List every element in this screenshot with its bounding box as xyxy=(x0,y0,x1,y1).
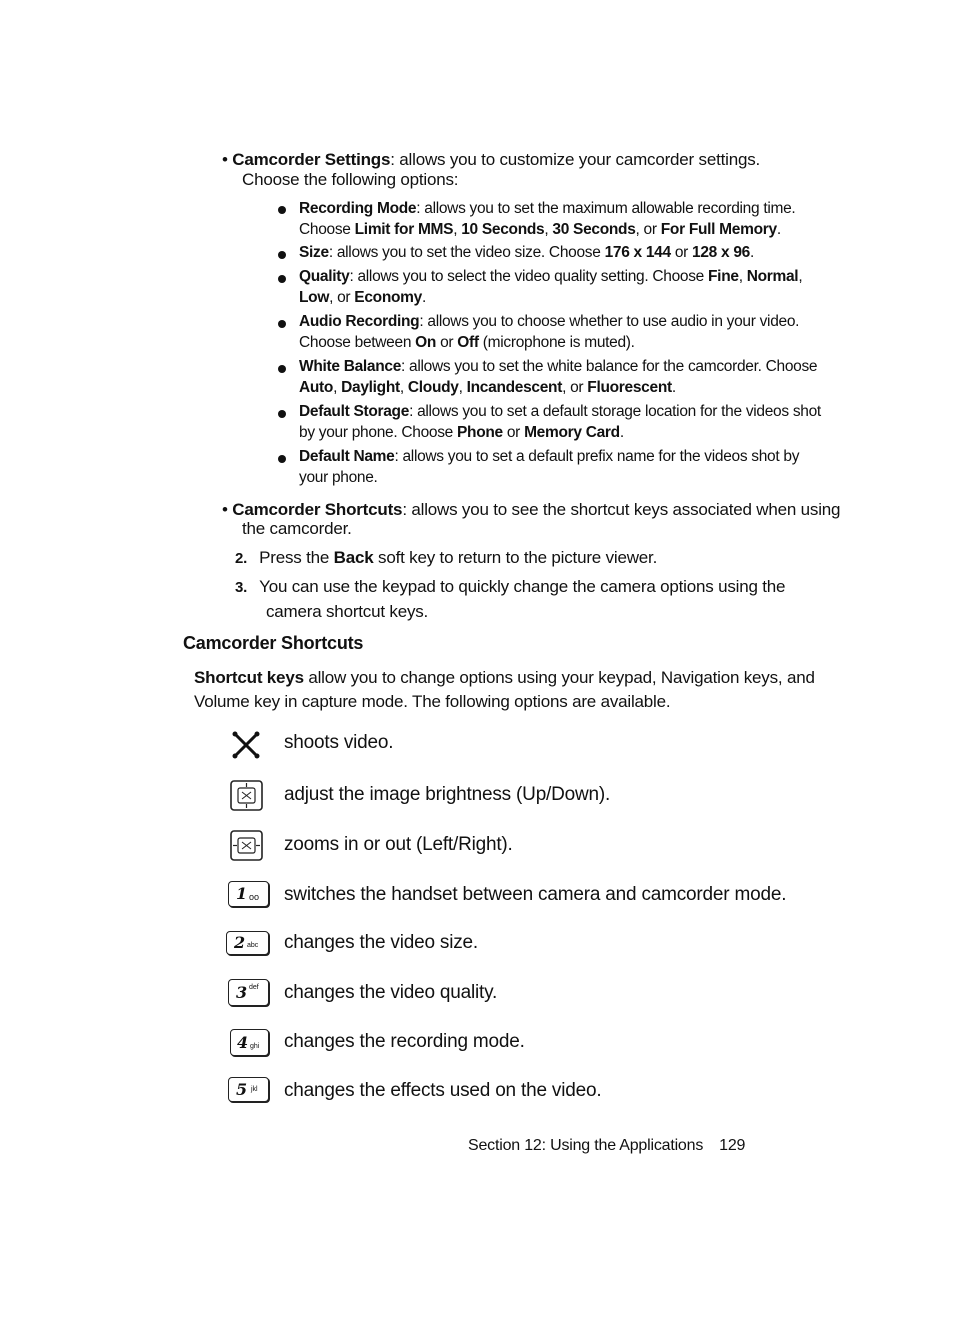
key-1-icon xyxy=(228,881,269,907)
step-2 xyxy=(235,548,657,568)
value: On xyxy=(415,334,437,351)
bullet-desc-cont: the camcorder. xyxy=(242,519,352,538)
sep: , xyxy=(544,221,553,238)
value: Limit for MMS xyxy=(354,221,454,238)
sep: , xyxy=(458,379,467,396)
footer xyxy=(468,1137,745,1155)
key-digit: 5 xyxy=(236,1080,248,1099)
value: 128 x 96 xyxy=(692,244,750,261)
section-heading: Camcorder Shortcuts xyxy=(183,633,364,653)
option-recording-mode xyxy=(299,200,795,218)
key-2-icon xyxy=(226,931,269,955)
key-digit: 2 xyxy=(234,933,246,952)
option-desc: : allows you to choose whether to use audio in your video. xyxy=(419,313,800,330)
option-default-storage xyxy=(299,403,821,421)
option-default-storage-values xyxy=(299,424,624,442)
step-text: Press the xyxy=(259,548,334,567)
sep: . xyxy=(421,289,426,306)
option-default-name xyxy=(299,448,799,466)
bullet-title: Camcorder Settings xyxy=(232,150,391,169)
step-number: 2. xyxy=(235,550,248,567)
text: Choose xyxy=(299,221,355,238)
shortcut-text: changes the video quality. xyxy=(284,982,498,1003)
key-5-icon xyxy=(228,1077,269,1102)
value: Off xyxy=(457,334,479,351)
option-desc: : allows you to select the video quality setting. Choose xyxy=(349,268,709,285)
key-letters: oo xyxy=(249,892,260,902)
bullet-desc: : allows you to see the shortcut keys associated when using xyxy=(402,500,841,519)
page-number: 129 xyxy=(719,1137,746,1154)
value: Phone xyxy=(456,424,503,441)
key-letters: ghi xyxy=(250,1043,260,1050)
value: 30 Seconds xyxy=(552,221,636,238)
shortcut-text: switches the handset between camera and camcorder mode. xyxy=(284,884,787,905)
sep: , xyxy=(399,379,408,396)
value: Low xyxy=(299,289,330,306)
sep: or xyxy=(670,244,693,261)
option-default-name-cont: your phone. xyxy=(299,469,378,486)
value: Memory Card xyxy=(524,424,620,441)
value: Normal xyxy=(746,268,799,285)
option-white-balance-values xyxy=(299,379,676,397)
key-digit: 1 xyxy=(236,884,248,903)
sep: . xyxy=(776,221,781,238)
step-number: 3. xyxy=(235,579,248,596)
option-desc: : allows you to set the maximum allowable recording time. xyxy=(416,200,796,217)
key-3-icon xyxy=(228,979,269,1006)
option-desc: : allows you to set the video size. Choose xyxy=(328,244,605,261)
shortcut-text: changes the recording mode. xyxy=(284,1031,525,1052)
text: Choose between xyxy=(299,334,416,351)
option-bullet-dot xyxy=(278,251,286,259)
sep: (microphone is muted). xyxy=(478,334,635,351)
bullet-marker: • xyxy=(222,150,233,169)
value: 10 Seconds xyxy=(461,221,545,238)
bullet-camcorder-shortcuts xyxy=(222,500,840,520)
option-title: Size xyxy=(299,244,329,261)
option-white-balance xyxy=(299,358,817,376)
shortcut-text: changes the video size. xyxy=(284,932,478,953)
value: Fluorescent xyxy=(587,379,672,396)
footer-section: Section 12: Using the Applications xyxy=(468,1137,704,1154)
option-title: Recording Mode xyxy=(299,200,417,217)
value: 176 x 144 xyxy=(604,244,671,261)
value: Economy xyxy=(354,289,422,306)
option-recording-mode-values xyxy=(299,221,781,239)
key-digit: 4 xyxy=(237,1033,249,1052)
sep: , or xyxy=(562,379,588,396)
shortcut-text: zooms in or out (Left/Right). xyxy=(284,834,513,855)
intro-text: allow you to change options using your keypad, Navigation keys, and xyxy=(303,668,815,687)
sep: , or xyxy=(635,221,661,238)
sep: , xyxy=(333,379,342,396)
option-bullet-dot xyxy=(278,206,286,214)
intro-paragraph xyxy=(194,668,815,688)
shortcut-text: changes the effects used on the video. xyxy=(284,1080,602,1101)
value: Fine xyxy=(708,268,739,285)
sep: . xyxy=(671,379,676,396)
value: Incandescent xyxy=(466,379,563,396)
value: Daylight xyxy=(341,379,400,396)
value: Auto xyxy=(299,379,334,396)
option-quality-values xyxy=(299,289,426,307)
step-key: Back xyxy=(333,548,374,567)
text: by your phone. Choose xyxy=(299,424,457,441)
sep: , xyxy=(738,268,747,285)
option-desc: : allows you to set a default prefix name for the videos shot by xyxy=(394,448,800,465)
shortcut-text: adjust the image brightness (Up/Down). xyxy=(284,784,611,805)
option-bullet-dot xyxy=(278,320,286,328)
key-letters: jkl xyxy=(251,1086,258,1093)
nav-left-right-icon xyxy=(229,829,265,863)
bullet-camcorder-settings xyxy=(222,150,760,170)
option-bullet-dot xyxy=(278,455,286,463)
step-3-cont: camera shortcut keys. xyxy=(266,602,429,621)
bullet-title: Camcorder Shortcuts xyxy=(232,500,403,519)
option-bullet-dot xyxy=(278,410,286,418)
nav-up-down-icon xyxy=(229,779,265,813)
option-title: Audio Recording xyxy=(299,313,420,330)
key-digit: 3 xyxy=(236,983,248,1002)
option-audio-recording xyxy=(299,313,799,331)
option-desc: : allows you to set the white balance for the camcorder. Choose xyxy=(401,358,818,375)
key-4-icon xyxy=(230,1029,269,1056)
option-title: Default Storage xyxy=(299,403,410,420)
sep: , or xyxy=(329,289,355,306)
sep: or xyxy=(502,424,525,441)
camera-key-icon xyxy=(231,730,261,760)
option-audio-values xyxy=(299,334,635,352)
option-title: White Balance xyxy=(299,358,402,375)
option-desc: : allows you to set a default storage location for the videos shot xyxy=(409,403,821,420)
intro-cont: Volume key in capture mode. The following options are available. xyxy=(194,692,671,711)
option-size xyxy=(299,244,754,262)
sep: , xyxy=(798,268,803,285)
value: For Full Memory xyxy=(660,221,777,238)
intro-bold: Shortcut keys xyxy=(194,668,304,687)
sep: . xyxy=(619,424,624,441)
bullet-marker: • xyxy=(222,500,233,519)
key-letters: def xyxy=(249,984,259,991)
step-text: soft key to return to the picture viewer. xyxy=(373,548,658,567)
value: Cloudy xyxy=(407,379,459,396)
option-bullet-dot xyxy=(278,365,286,373)
shortcut-text: shoots video. xyxy=(284,732,394,753)
key-letters: abc xyxy=(247,942,259,949)
option-title: Default Name xyxy=(299,448,395,465)
option-quality xyxy=(299,268,802,286)
step-text: You can use the keypad to quickly change the camera options using the xyxy=(259,577,786,596)
bullet-desc-cont: Choose the following options: xyxy=(242,170,459,189)
option-title: Quality xyxy=(299,268,350,285)
sep: . xyxy=(749,244,754,261)
option-bullet-dot xyxy=(278,275,286,283)
sep: , xyxy=(453,221,462,238)
bullet-desc: : allows you to customize your camcorder settings. xyxy=(390,150,761,169)
step-3 xyxy=(235,577,785,597)
sep: or xyxy=(436,334,458,351)
